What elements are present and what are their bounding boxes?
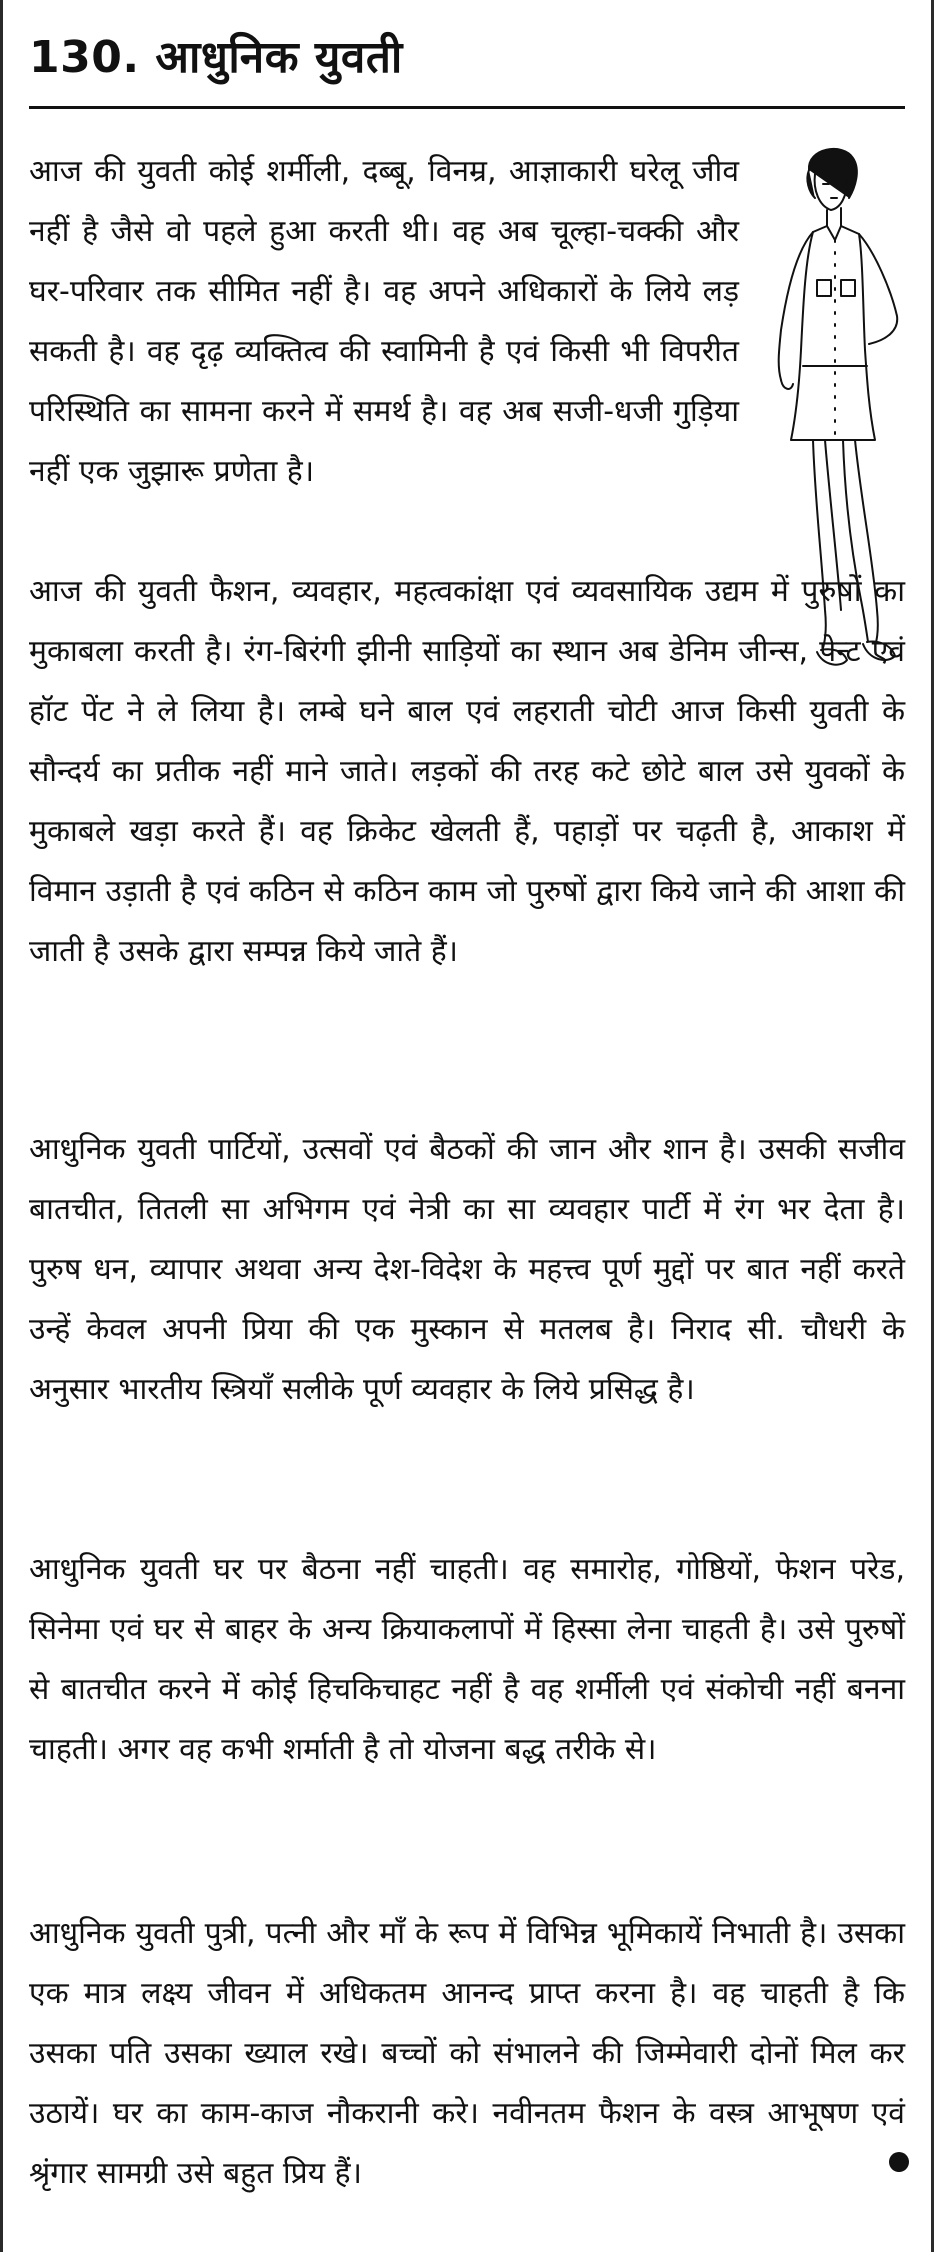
page-title: 130. आधुनिक युवती bbox=[29, 32, 403, 83]
paragraph-2: आज की युवती फैशन, व्यवहार, महत्वकांक्षा एवं व्यवसायिक उद्यम में पुरुषों का मुकाबला करती है। रंग-बिरंगी झीनी साड़ियों का स्थान अब डेनिम जीन्स, पेन्ट एवं हॉट पेंट ने ले लिया है। लम्बे घने बाल एवं लहराती चोटी आज किसी युवती के सौन्दर्य का प्रतीक नहीं माने जाते। लड़कों की तरह कटे छोटे बाल उसे युवकों के मुकाबले खड़ा करते हैं। वह क्रिकेट खेलती हैं, पहाड़ों पर चढ़ती है, आकाश में विमान उड़ाती है एवं कठिन से कठिन काम जो पुरुषों द्वारा किये जाने की आशा की जाती है उसके द्वारा सम्पन्न किये जाते हैं। bbox=[29, 574, 905, 969]
paragraph-4: आधुनिक युवती घर पर बैठना नहीं चाहती। वह समारोह, गोष्ठियों, फेशन परेड, सिनेमा एवं घर से बाहर के अन्य क्रियाकलापों में हिस्सा लेना चाहती है। उसे पुरुषों से बातचीत करने में कोई हिचकिचाहट नहीं है वह शर्मीली एवं संकोची नहीं बनना चाहती। अगर वह कभी शर्माती है तो योजना बद्ध तरीके से। bbox=[29, 1552, 905, 1767]
paragraph-5: आधुनिक युवती पुत्री, पत्नी और माँ के रूप में विभिन्न भूमिकायें निभाती है। उसका एक मात्र लक्ष्य जीवन में अधिकतम आनन्द प्राप्त करना है। वह चाहती है कि उसका पति उसका ख्याल रखे। बच्चों को संभालने की जिम्मेवारी दोनों मिल कर उठायें। घर का काम-काज नौकरानी करे। नवीनतम फैशन के वस्त्र आभूषण एवं श्रृंगार सामग्री उसे बहुत प्रिय हैं। bbox=[29, 1916, 905, 2191]
title-divider bbox=[29, 106, 905, 109]
end-bullet-icon bbox=[889, 2152, 909, 2172]
paragraph-3: आधुनिक युवती पार्टियों, उत्सवों एवं बैठकों की जान और शान है। उसकी सजीव बातचीत, तितली सा अभिगम एवं नेत्री का सा व्यवहार पार्टी में रंग भर देता है। पुरुष धन, व्यापार अथवा अन्य देश-विदेश के महत्त्व पूर्ण मुद्दों पर बात नहीं करते उन्हें केवल अपनी प्रिया की एक मुस्कान से मतलब है। निराद सी. चौधरी के अनुसार भारतीय स्त्रियाँ सलीके पूर्ण व्यवहार के लिये प्रसिद्ध है। bbox=[29, 1132, 905, 1407]
paragraph-1: आज की युवती कोई शर्मीली, दब्बू, विनम्र, आज्ञाकारी घरेलू जीव नहीं है जैसे वो पहले हुआ करती थी। वह अब चूल्हा-चक्की और घर-परिवार तक सीमित नहीं है। वह अपने अधिकारों के लिये लड़ सकती है। वह दृढ़ व्यक्तित्व की स्वामिनी है एवं किसी भी विपरीत परिस्थिति का सामना करने में समर्थ है। वह अब सजी-धजी गुड़िया नहीं एक जुझारू प्रणेता है। bbox=[29, 154, 739, 489]
